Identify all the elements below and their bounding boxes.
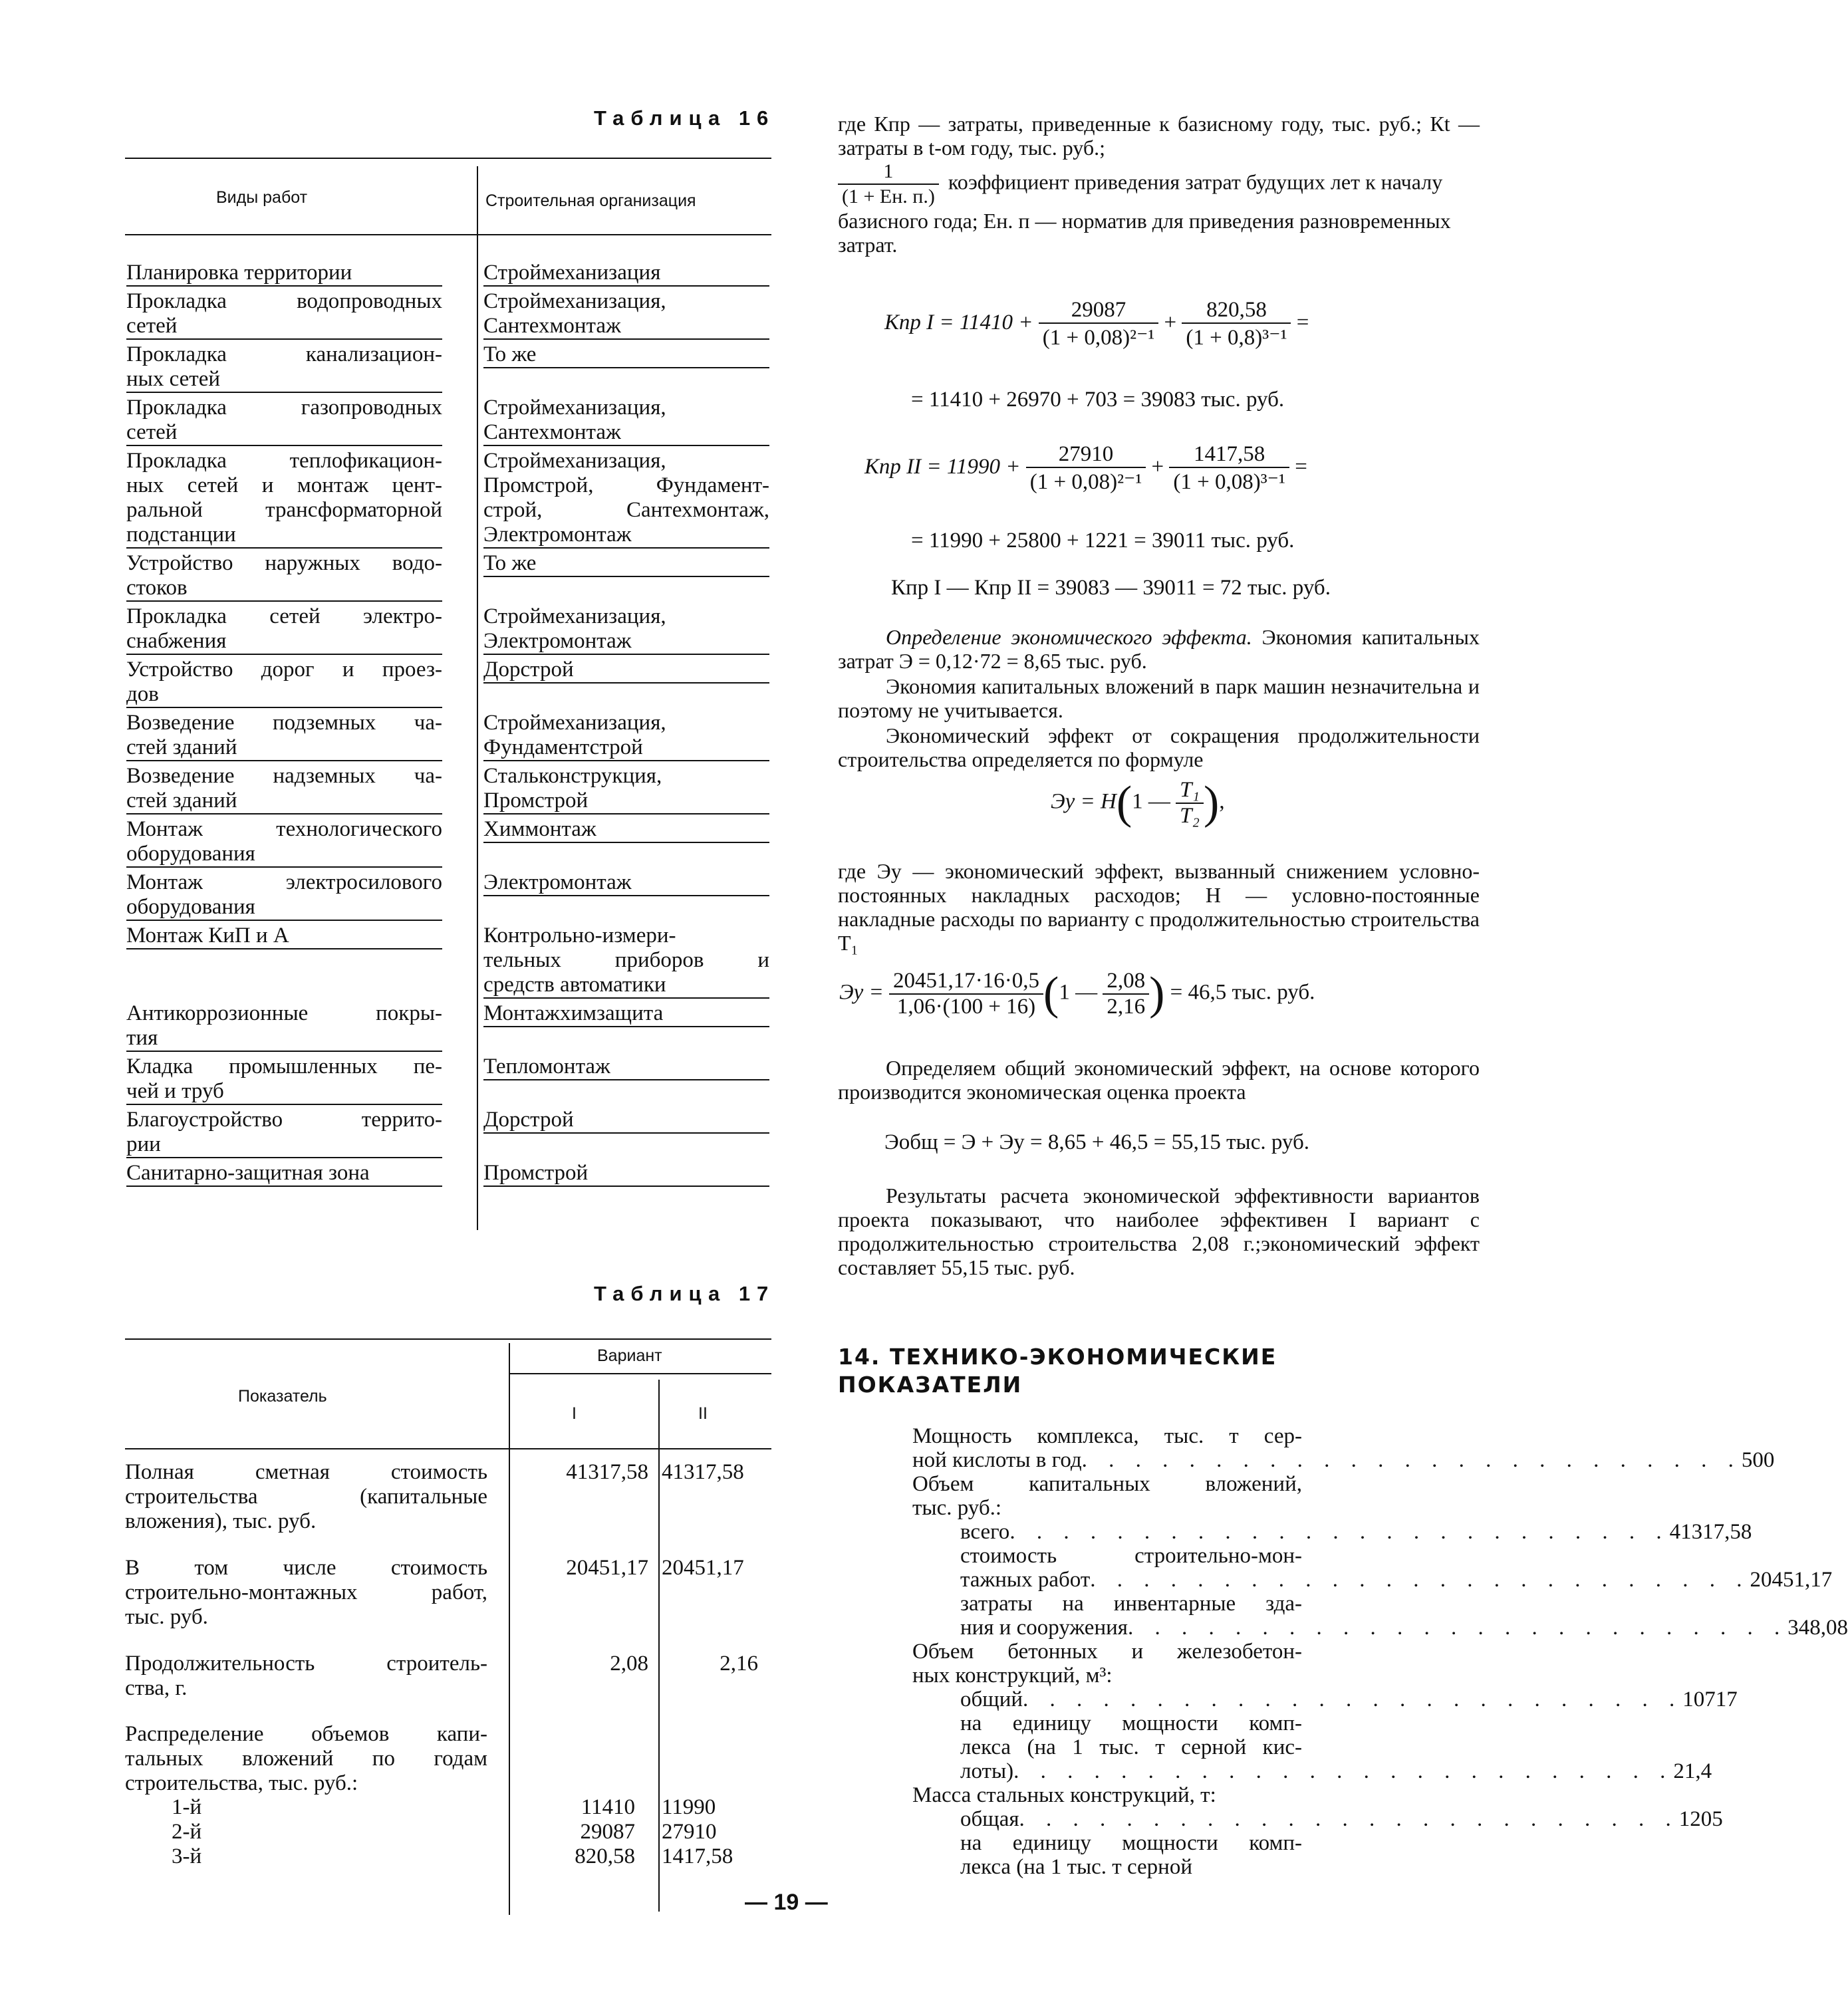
coefficient-fraction: $\frac{1}{(1 + Ен. п.)}$: [838, 160, 939, 209]
indicator-line: стоимость строительно-мон-: [960, 1544, 1302, 1568]
table17-row-label: В том числе стоимость строительно-монтажных работ, тыс. руб.: [125, 1556, 487, 1629]
formula-eu-calc: Эу = $\frac{20451,17\cdot 16\cdot 0,5}{1,06\cdot(100 + 16)}$ (1 — $\frac{2,08}{2,16}$ ) = 46,5 тыс. руб.: [839, 968, 1315, 1019]
indicator-value: 348,08: [1787, 1616, 1848, 1640]
table16-row-org: Промстрой: [483, 1161, 769, 1187]
table17-header-indicator: Показатель: [238, 1387, 327, 1406]
indicator-line: ных конструкций, м³:: [912, 1664, 1113, 1688]
table16-row-work: Монтаж КиП и А: [126, 924, 442, 949]
formula-eu: Эу = Н(1 — $\frac{\text{T₁}}{\text{T₂}}$ ),: [1051, 777, 1225, 828]
table16-row-org: Строймеханизация: [483, 261, 769, 287]
indicator-line: лоты) . . . . . . . . . . . . . . . . . . . . . . . . . 21,4: [960, 1759, 1712, 1783]
table17-year-v1: 820,58: [575, 1844, 635, 1868]
equation-kpr2: Кпр II = 11990 + $\frac{27910}{\text{(1 + 0,08)²⁻¹}}$ + $\frac{1417,58}{\text{(1 + 0,08)³⁻¹}}$ =: [864, 442, 1307, 494]
indicator-line: общая . . . . . . . . . . . . . . . . . . . . . . . . . 1205: [960, 1807, 1723, 1831]
table16-row-org: Тепломонтаж: [483, 1055, 769, 1080]
table16-row-org: То же: [483, 342, 769, 368]
table16-row-org: Химмонтаж: [483, 817, 769, 843]
table16-row-org: Строймеханизация, Сантехмонтаж: [483, 289, 769, 340]
indicator-value: 41317,58: [1669, 1520, 1752, 1544]
paragraph-eu-definition: где Эу — экономический эффект, вызванный снижением условно-постоянных накладных расходов; Н — условно-постоянные накладные расходы по варианту с продолжительностью строительства T₁: [838, 859, 1480, 955]
table17-value-v1: 41317,58: [566, 1460, 648, 1484]
table16-row-work: Санитарно-защитная зона: [126, 1161, 442, 1187]
indicator-value: 10717: [1682, 1688, 1738, 1711]
section14-title-line2: ПОКАЗАТЕЛИ: [838, 1372, 1023, 1398]
table17-year-v1: 11410: [581, 1795, 635, 1819]
table16-row-work: Прокладка сетей электро- снабжения: [126, 604, 442, 655]
table16-row-org: Строймеханизация, Сантехмонтаж: [483, 396, 769, 446]
equation-kpr1-result: = 11410 + 26970 + 703 = 39083 тыс. руб.: [911, 388, 1285, 412]
equation-kpr1: Кпр I = 11410 + $\frac{29087}{\text{(1 + 0,08)²⁻¹}}$ + $\frac{820,58}{\text{(1 + 0,8)³⁻¹}}$ =: [884, 298, 1309, 350]
paragraph-machines: Экономия капитальных вложений в парк машин незначительна и поэтому не учитывается.: [838, 674, 1480, 722]
table16-divider: [477, 166, 478, 1230]
indicator-value: 500: [1741, 1448, 1775, 1472]
indicator-line: затраты на инвентарные зда-: [960, 1592, 1302, 1616]
indicator-line: ния и сооружения . . . . . . . . . . . . . . . . . . . . . . . . . 348,08: [960, 1616, 1848, 1640]
table17-divider-2: [658, 1380, 660, 1912]
table16-row-work: Благоустройство террито- рии: [126, 1108, 442, 1158]
indicator-line: общий . . . . . . . . . . . . . . . . . . . . . . . . . 10717: [960, 1688, 1738, 1711]
indicator-line: тыс. руб.:: [912, 1496, 1002, 1520]
indicator-line: Мощность комплекса, тыс. т сер-: [912, 1424, 1302, 1448]
indicator-value: 20451,17: [1750, 1568, 1833, 1592]
table16-header-rule: [125, 234, 771, 235]
intro-paragraph: где Кпр — затраты, приведенные к базисному году, тыс. руб.; Кt — затраты в t-ом году, тыс. руб.;: [838, 112, 1480, 160]
table16-row-org: Контрольно-измери- тельных приборов и средств автоматики: [483, 924, 769, 999]
table17-top-rule: [125, 1338, 771, 1340]
table17-row-label: Распределение объемов капи- тальных вложений по годам строительства, тыс. руб.:: [125, 1722, 487, 1795]
table16-row-work: Возведение надземных ча- стей зданий: [126, 764, 442, 814]
table16-row-work: Устройство наружных водо- стоков: [126, 551, 442, 602]
table16-row-work: Монтаж технологического оборудования: [126, 817, 442, 868]
table17-variant-rule: [509, 1373, 771, 1374]
table17-header-v1: I: [572, 1404, 577, 1423]
table16-row-work: Кладка промышленных пе- чей и труб: [126, 1055, 442, 1105]
indicator-value: 1205: [1678, 1807, 1723, 1831]
table17-caption: Таблица 17: [594, 1282, 775, 1305]
table16-row-work: Прокладка газопроводных сетей: [126, 396, 442, 446]
table16-row-org: Строймеханизация, Электромонтаж: [483, 604, 769, 655]
definition-paragraph: Определение экономического эффекта. Экономия капитальных затрат Э = 0,12·72 = 8,65 тыс. руб.: [838, 625, 1480, 673]
paragraph-results: Результаты расчета экономической эффективности вариантов проекта показывают, что наиболее эффективен I вариант с продолжительностью строительства 2,08 г.;экономический эффект составляет 55,15 тыс. руб.: [838, 1184, 1480, 1279]
indicator-line: лекса (на 1 тыс. т серной: [960, 1855, 1192, 1879]
formula-total: Эобщ = Э + Эу = 8,65 + 46,5 = 55,15 тыс. руб.: [884, 1130, 1310, 1154]
table16-row-org: Стальконструкция, Промстрой: [483, 764, 769, 814]
table16-row-org: Электромонтаж: [483, 870, 769, 896]
table17-value-v1: 20451,17: [566, 1556, 648, 1580]
table16-header-work: Виды работ: [216, 188, 308, 207]
indicator-line: всего . . . . . . . . . . . . . . . . . . . . . . . . . 41317,58: [960, 1520, 1752, 1544]
table16-row-work: Устройство дорог и проез- дов: [126, 658, 442, 708]
indicator-line: тажных работ . . . . . . . . . . . . . . . . . . . . . . . . . 20451,17: [960, 1568, 1833, 1592]
table16-row-org: То же: [483, 551, 769, 577]
indicator-value: 21,4: [1673, 1759, 1712, 1783]
table16-row-work: Возведение подземных ча- стей зданий: [126, 711, 442, 761]
indicator-line: на единицу мощности комп-: [960, 1831, 1302, 1855]
table17-year-label: 1-й: [172, 1795, 202, 1819]
table16-row-work: Прокладка водопроводных сетей: [126, 289, 442, 340]
table16-row-org: Монтажхимзащита: [483, 1001, 769, 1027]
table17-value-v2: 2,16: [720, 1652, 758, 1676]
indicator-line: на единицу мощности комп-: [960, 1711, 1302, 1735]
table17-year-v2: 1417,58: [662, 1844, 733, 1868]
indicator-line: Масса стальных конструкций, т:: [912, 1783, 1216, 1807]
section14-title: [838, 1343, 1277, 1399]
indicator-line: ной кислоты в год . . . . . . . . . . . . . . . . . . . . . . . . . 500: [912, 1448, 1775, 1472]
table17-row-label: Полная сметная стоимость строительства (капитальные вложения), тыс. руб.: [125, 1460, 487, 1533]
paragraph-total-effect: Определяем общий экономический эффект, на основе которого производится экономическая оценка проекта: [838, 1056, 1480, 1104]
table16-caption: Таблица 16: [594, 106, 775, 130]
table17-value-v2: 41317,58: [662, 1460, 744, 1484]
indicator-line: Объем бетонных и железобетон-: [912, 1640, 1302, 1664]
coefficient-definition: $\frac{1}{(1 + Ен. п.)}$ коэффициент приведения затрат будущих лет к началу базисного года; Ен. п — норматив для приведения разновременных затрат.: [838, 160, 1451, 257]
indicator-line: лекса (на 1 тыс. т серной кис-: [960, 1735, 1302, 1759]
table17-year-v1: 29087: [580, 1820, 635, 1844]
indicator-line: Объем капитальных вложений,: [912, 1472, 1302, 1496]
equation-difference: Кпр I — Кпр II = 39083 — 39011 = 72 тыс. руб.: [891, 576, 1331, 600]
table16-row-work: Прокладка теплофикацион- ных сетей и монтаж цент- ральной трансформаторной подстанции: [126, 449, 442, 549]
table17-year-label: 3-й: [172, 1844, 202, 1868]
table16-row-work: Монтаж электросилового оборудования: [126, 870, 442, 921]
table16-header-org: Строительная организация: [485, 191, 696, 210]
table17-value-v1: 2,08: [610, 1652, 648, 1676]
page-number: — 19 —: [745, 1890, 828, 1915]
paragraph-effect-formula: Экономический эффект от сокращения продолжительности строительства определяется по формуле: [838, 723, 1480, 771]
table16-row-org: Дорстрой: [483, 1108, 769, 1134]
table17-header-variant: Вариант: [597, 1346, 662, 1365]
table16-row-work: Планировка территории: [126, 261, 442, 287]
table17-year-v2: 11990: [662, 1795, 716, 1819]
table16-row-org: Строймеханизация, Фундаментстрой: [483, 711, 769, 761]
table16-row-work: Антикоррозионные покры- тия: [126, 1001, 442, 1052]
table17-header-rule: [125, 1448, 771, 1449]
table16-row-org: Дорстрой: [483, 658, 769, 684]
table17-divider-1: [509, 1343, 510, 1915]
table17-value-v2: 20451,17: [662, 1556, 744, 1580]
table17-row-label: Продолжительность строитель- ства, г.: [125, 1652, 487, 1700]
equation-kpr2-result: = 11990 + 25800 + 1221 = 39011 тыс. руб.: [911, 529, 1295, 553]
table16-top-rule: [125, 158, 771, 159]
table16-row-org: Строймеханизация, Промстрой, Фундамент- строй, Сантехмонтаж, Электромонтаж: [483, 449, 769, 549]
section14-title-line1: 14. ТЕХНИКО-ЭКОНОМИЧЕСКИЕ: [838, 1344, 1277, 1370]
table17-year-label: 2-й: [172, 1820, 202, 1844]
table17-header-v2: II: [698, 1404, 708, 1423]
table16-row-work: Прокладка канализацион- ных сетей: [126, 342, 442, 393]
table17-year-v2: 27910: [662, 1820, 717, 1844]
